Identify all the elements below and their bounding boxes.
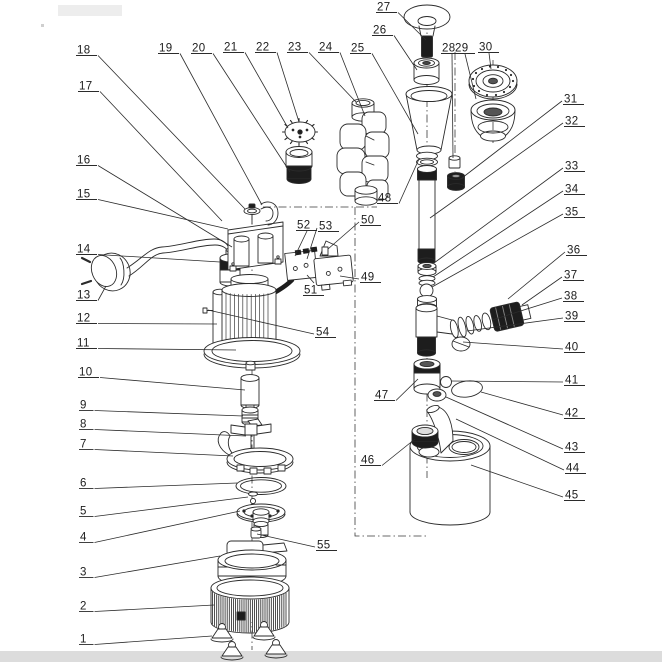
- part-number: 2: [80, 600, 87, 613]
- leader-line: [471, 465, 563, 497]
- part-number: 54: [316, 326, 330, 339]
- part-label-47: [374, 379, 418, 402]
- part-number: 24: [319, 41, 333, 54]
- bent-tube-19: [261, 202, 278, 225]
- leader-line: [463, 342, 563, 349]
- part-number: 20: [192, 42, 206, 55]
- elbow-body: [416, 296, 452, 357]
- part-number: 29: [455, 42, 469, 55]
- slotted-screw-40: [452, 337, 470, 351]
- part-number: 45: [565, 489, 579, 502]
- leader-line: [508, 252, 565, 299]
- part-label-20: [191, 43, 290, 173]
- leader-line: [98, 166, 232, 248]
- oval-gasket-42: [451, 379, 484, 399]
- part-number: 8: [80, 418, 87, 431]
- part-number: 25: [351, 42, 365, 55]
- valve-body-23-24: [337, 99, 389, 205]
- leader-line: [95, 556, 221, 578]
- nut-33: [418, 263, 436, 276]
- part-label-19: [158, 43, 262, 206]
- part-label-2: [79, 601, 214, 613]
- part-number: 52: [297, 219, 311, 232]
- part-number: 39: [565, 310, 579, 323]
- leader-line: [481, 392, 563, 415]
- part-label-42: [481, 392, 585, 420]
- part-label-1: [79, 634, 212, 646]
- part-number: 48: [378, 192, 392, 205]
- part-number: 55: [317, 539, 331, 552]
- scan-artifacts: [0, 5, 662, 662]
- scan-band: [0, 651, 662, 662]
- part-label-34: [433, 184, 585, 278]
- part-label-28: [441, 43, 462, 159]
- leader-line: [277, 53, 299, 123]
- part-number: 3: [80, 566, 87, 579]
- leader-line: [95, 483, 238, 489]
- leader-line: [309, 53, 356, 103]
- part-number: 10: [79, 366, 93, 379]
- part-number: 6: [80, 477, 87, 490]
- part-label-26: [372, 25, 417, 71]
- part-number: 14: [77, 243, 91, 256]
- leader-line: [95, 605, 215, 612]
- leader-line: [100, 378, 245, 391]
- cam-ring-7: [218, 432, 293, 474]
- part-label-4: [79, 511, 240, 544]
- part-number: 22: [256, 41, 270, 54]
- part-label-40: [463, 342, 585, 354]
- scan-dot: [41, 24, 44, 27]
- leader-line: [328, 222, 359, 249]
- leader-line: [95, 497, 249, 517]
- part-label-29: [454, 43, 476, 100]
- part-number: 37: [564, 269, 578, 282]
- part-number: 44: [566, 462, 580, 475]
- cup-29: [471, 100, 515, 141]
- leader-line: [394, 36, 417, 71]
- part-number: 16: [77, 154, 91, 167]
- part-number: 19: [159, 42, 173, 55]
- leader-line: [433, 191, 563, 277]
- toothed-disc-21-22: [283, 119, 318, 146]
- part-number: 4: [80, 531, 87, 544]
- part-number: 30: [479, 41, 493, 54]
- part-number: 27: [377, 1, 391, 14]
- part-number: 46: [361, 454, 375, 467]
- part-number: 33: [565, 160, 579, 173]
- riser-tube-32: [418, 166, 437, 265]
- part-label-21: [223, 42, 288, 129]
- part-number: 49: [361, 271, 375, 284]
- scan-smudge: [58, 5, 122, 16]
- sleeve-28: [449, 156, 460, 168]
- part-label-7: [79, 439, 233, 457]
- stator-bracket-15: [228, 222, 283, 271]
- grommet-18: [244, 204, 260, 224]
- perforated-disc-30: [469, 65, 517, 99]
- part-number: 28: [442, 42, 456, 55]
- part-number: 35: [565, 206, 579, 219]
- part-number: 40: [565, 341, 579, 354]
- part-number: 53: [319, 220, 333, 233]
- part-number: 43: [565, 441, 579, 454]
- part-number: 23: [288, 41, 302, 54]
- part-number: 31: [564, 93, 578, 106]
- o-ring-6: [236, 478, 286, 495]
- leader-line: [432, 214, 563, 287]
- part-number: 5: [80, 505, 87, 518]
- leader-line: [399, 159, 419, 204]
- part-number: 1: [80, 633, 87, 646]
- leader-line: [98, 200, 228, 230]
- part-number: 42: [565, 407, 579, 420]
- part-label-3: [79, 556, 220, 579]
- side-valve-train: [448, 300, 532, 341]
- part-label-46: [360, 439, 415, 467]
- leader-line: [522, 277, 562, 305]
- ball-35: [420, 284, 433, 297]
- leader-line: [95, 511, 241, 543]
- leader-line: [98, 286, 106, 301]
- part-label-9: [79, 400, 243, 417]
- part-number: 47: [375, 389, 389, 402]
- part-label-15: [76, 189, 228, 230]
- ball-41: [441, 377, 452, 388]
- part-number: 36: [567, 244, 581, 257]
- part-number: 41: [565, 374, 579, 387]
- leader-line: [95, 636, 213, 645]
- part-number: 18: [77, 44, 91, 57]
- part-number: 7: [80, 438, 87, 451]
- part-number: 26: [373, 24, 387, 37]
- part-label-35: [432, 207, 585, 288]
- part-number: 11: [77, 337, 90, 350]
- part-number: 34: [565, 183, 579, 196]
- cap-55: [251, 527, 261, 538]
- leader-line: [95, 411, 244, 417]
- part-number: 51: [304, 284, 318, 297]
- part-label-16: [76, 155, 232, 248]
- part-number: 13: [77, 289, 91, 302]
- leader-line: [452, 54, 453, 158]
- small-nut-43: [428, 389, 446, 401]
- part-number: 12: [77, 312, 91, 325]
- part-number: 15: [77, 188, 91, 201]
- leader-line: [180, 54, 262, 206]
- leader-line: [95, 450, 234, 457]
- leader-line: [245, 53, 288, 129]
- part-number: 38: [564, 290, 578, 303]
- part-label-6: [79, 478, 237, 490]
- gland-nut-31: [448, 173, 465, 191]
- part-label-13: [76, 286, 106, 302]
- knurl-ring-46: [412, 425, 438, 448]
- part-number: 21: [224, 41, 238, 54]
- leader-line: [213, 54, 290, 173]
- part-label-12: [76, 313, 217, 325]
- o-rings-48: [417, 152, 438, 166]
- taper-tube-25: [406, 87, 452, 155]
- part-number: 9: [80, 399, 87, 412]
- part-label-10: [78, 367, 245, 391]
- knurl-cup-20: [286, 147, 312, 184]
- switch-bracket-49-53: [285, 241, 354, 291]
- part-number: 17: [79, 80, 93, 93]
- part-number: 50: [361, 214, 375, 227]
- leader-line: [98, 324, 217, 325]
- leader-line: [100, 92, 222, 222]
- part-number: 32: [565, 115, 579, 128]
- bearing-nut-26: [414, 58, 439, 85]
